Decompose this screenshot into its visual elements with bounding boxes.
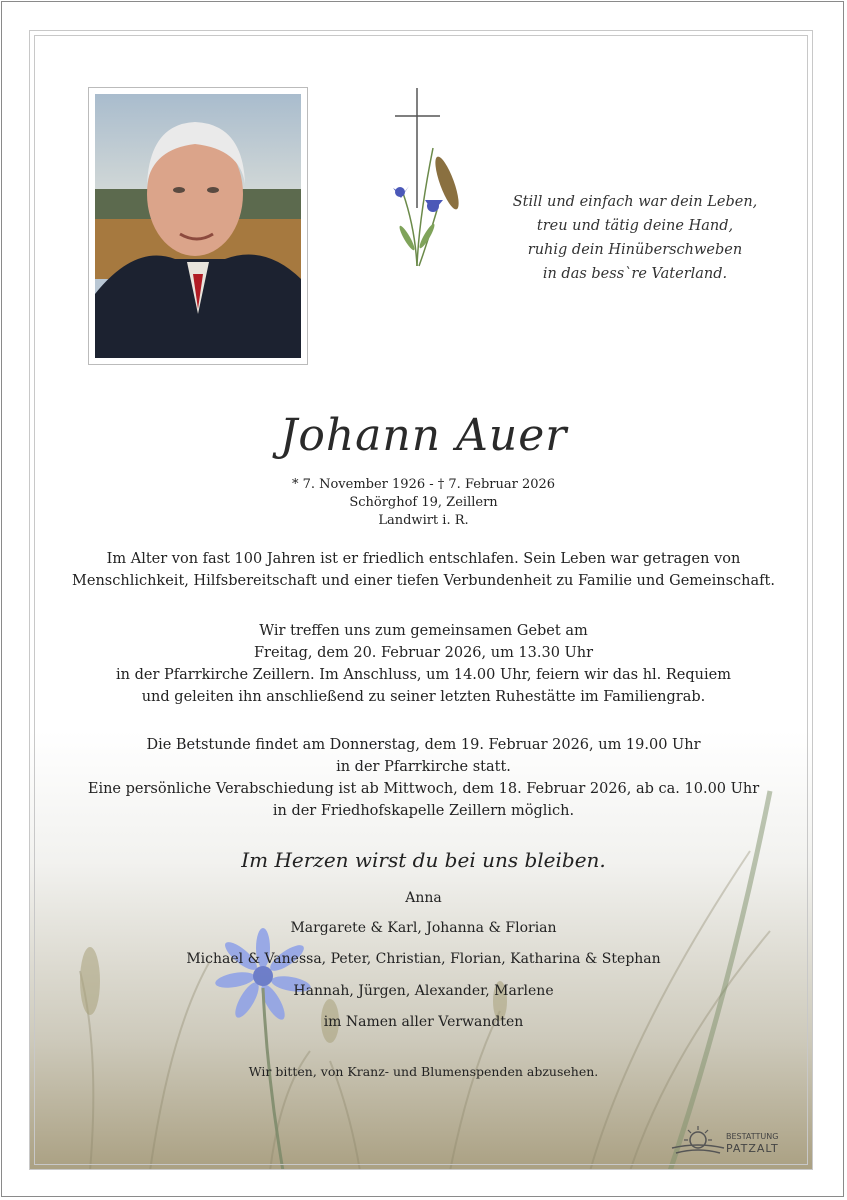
deceased-name: Johann Auer bbox=[279, 410, 568, 461]
deceased-info bbox=[0, 476, 847, 530]
funeral-home-logo bbox=[668, 1122, 788, 1158]
text-line: Eine persönliche Verabschiedung ist ab Mittwoch, dem 18. Februar 2026, ab ca. 10.00 Uhr bbox=[87, 781, 760, 797]
poem-line: in das bess`re Vaterland. bbox=[542, 266, 728, 282]
poem bbox=[505, 190, 765, 286]
text-line: in der Friedhofskapelle Zeillern möglich. bbox=[272, 803, 575, 819]
closing-phrase: Im Herzen wirst du bei uns bleiben. bbox=[241, 848, 606, 872]
poem-line: Still und einfach war dein Leben, bbox=[512, 194, 758, 210]
text-line: Menschlichkeit, Hilfsbereitschaft und einer tiefen Verbundenheit zu Familie und Gemeinschaft. bbox=[72, 573, 775, 589]
logo-big-text: PATZALT bbox=[726, 1142, 779, 1155]
family-line: im Namen aller Verwandten bbox=[323, 1014, 524, 1030]
text-line: und geleiten ihn anschließend zu seiner letzten Ruhestätte im Familiengrab. bbox=[141, 689, 706, 705]
family-line: Hannah, Jürgen, Alexander, Marlene bbox=[293, 983, 554, 999]
family-line: Anna bbox=[405, 890, 442, 906]
paragraph-funeral bbox=[0, 620, 847, 708]
text-line: Die Betstunde findet am Donnerstag, dem 19. Februar 2026, um 19.00 Uhr bbox=[146, 737, 701, 753]
portrait-photo bbox=[88, 87, 308, 365]
paragraph-tribute bbox=[0, 548, 847, 592]
life-dates: * 7. November 1926 - † 7. Februar 2026 bbox=[291, 477, 556, 492]
logo-small-text: BESTATTUNG bbox=[726, 1132, 779, 1141]
text-line: in der Pfarrkirche statt. bbox=[336, 759, 511, 775]
occupation: Landwirt i. R. bbox=[378, 513, 469, 528]
paragraph-prayer bbox=[0, 734, 847, 822]
text-line: Wir treffen uns zum gemeinsamen Gebet am bbox=[259, 623, 588, 639]
poem-line: treu und tätig deine Hand, bbox=[536, 218, 734, 234]
family-line: Margarete & Karl, Johanna & Florian bbox=[290, 920, 557, 936]
cross-with-flowers-icon bbox=[385, 88, 475, 273]
poem-line: ruhig dein Hinüberschweben bbox=[527, 242, 743, 258]
address: Schörghof 19, Zeillern bbox=[349, 495, 498, 510]
text-line: Im Alter von fast 100 Jahren ist er friedlich entschlafen. Sein Leben war getragen von bbox=[106, 551, 741, 567]
flower-donation-note: Wir bitten, von Kranz- und Blumenspenden abzusehen. bbox=[248, 1064, 599, 1079]
text-line: in der Pfarrkirche Zeillern. Im Anschluss, um 14.00 Uhr, feiern wir das hl. Requiem bbox=[116, 667, 731, 683]
family-line: Michael & Vanessa, Peter, Christian, Florian, Katharina & Stephan bbox=[186, 951, 661, 967]
text-line: Freitag, dem 20. Februar 2026, um 13.30 Uhr bbox=[253, 645, 594, 661]
